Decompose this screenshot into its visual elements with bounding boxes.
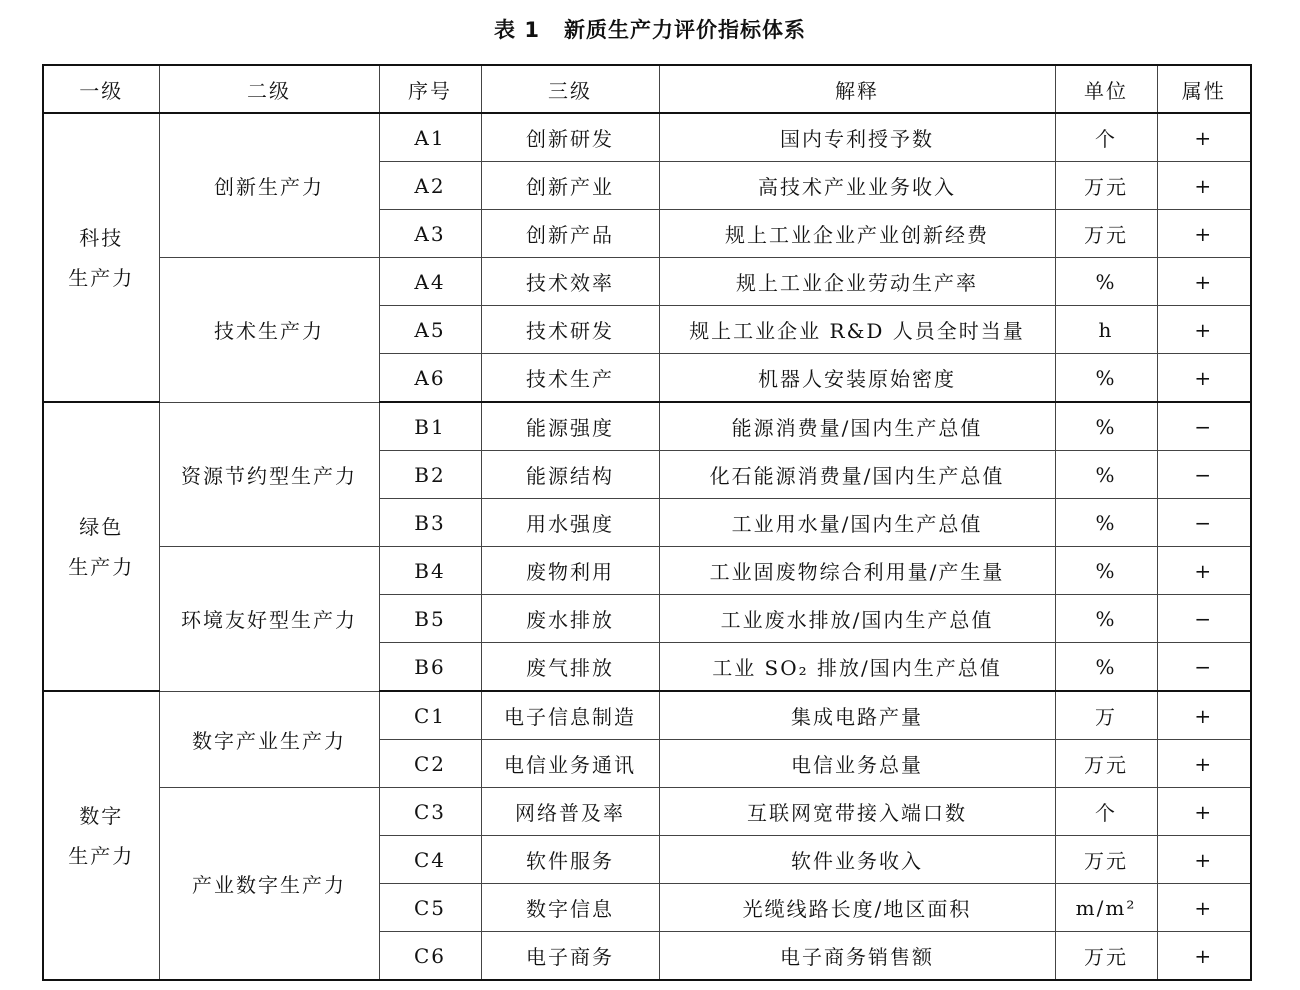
level2-cell: 环境友好型生产力 — [159, 547, 379, 692]
level2-cell: 技术生产力 — [159, 258, 379, 403]
level1-label: 绿色 — [79, 514, 124, 539]
level3-cell: 电子商务 — [481, 932, 659, 981]
unit-cell: % — [1055, 451, 1157, 499]
level1-label: 科技 — [79, 225, 124, 250]
attr-cell: + — [1157, 162, 1251, 210]
table-title: 新质生产力评价指标体系 — [563, 18, 806, 42]
attr-cell: − — [1157, 643, 1251, 692]
level3-cell: 废气排放 — [481, 643, 659, 692]
level1-label: 生产力 — [68, 265, 135, 290]
code-cell: A4 — [379, 258, 481, 306]
code-cell: A1 — [379, 113, 481, 162]
code-cell: C5 — [379, 884, 481, 932]
level3-cell: 软件服务 — [481, 836, 659, 884]
unit-cell: h — [1055, 306, 1157, 354]
unit-cell: 个 — [1055, 113, 1157, 162]
code-cell: B5 — [379, 595, 481, 643]
unit-cell: 万元 — [1055, 210, 1157, 258]
level3-cell: 用水强度 — [481, 499, 659, 547]
level3-cell: 技术生产 — [481, 354, 659, 403]
explain-cell: 互联网宽带接入端口数 — [659, 788, 1055, 836]
level3-cell: 电信业务通讯 — [481, 740, 659, 788]
level3-cell: 数字信息 — [481, 884, 659, 932]
table-row — [43, 547, 1251, 595]
unit-cell: % — [1055, 499, 1157, 547]
header-explain: 解释 — [659, 65, 1055, 113]
attr-cell: + — [1157, 113, 1251, 162]
attr-cell: + — [1157, 258, 1251, 306]
attr-cell: − — [1157, 451, 1251, 499]
explain-cell: 软件业务收入 — [659, 836, 1055, 884]
attr-cell: + — [1157, 354, 1251, 403]
code-cell: B2 — [379, 451, 481, 499]
header-attr: 属性 — [1157, 65, 1251, 113]
unit-cell: 万元 — [1055, 162, 1157, 210]
explain-cell: 高技术产业业务收入 — [659, 162, 1055, 210]
code-cell: B1 — [379, 402, 481, 451]
explain-cell: 化石能源消费量/国内生产总值 — [659, 451, 1055, 499]
attr-cell: − — [1157, 402, 1251, 451]
code-cell: C6 — [379, 932, 481, 981]
unit-cell: 万元 — [1055, 836, 1157, 884]
unit-cell: % — [1055, 354, 1157, 403]
explain-cell: 光缆线路长度/地区面积 — [659, 884, 1055, 932]
attr-cell: − — [1157, 499, 1251, 547]
explain-cell: 工业 SO₂ 排放/国内生产总值 — [659, 643, 1055, 692]
explain-cell: 工业废水排放/国内生产总值 — [659, 595, 1055, 643]
unit-cell: 个 — [1055, 788, 1157, 836]
indicator-table — [42, 64, 1252, 981]
code-cell: B3 — [379, 499, 481, 547]
explain-cell: 规上工业企业劳动生产率 — [659, 258, 1055, 306]
header-level2: 二级 — [159, 65, 379, 113]
level3-cell: 废物利用 — [481, 547, 659, 595]
level3-cell: 废水排放 — [481, 595, 659, 643]
unit-cell: % — [1055, 595, 1157, 643]
explain-cell: 电信业务总量 — [659, 740, 1055, 788]
unit-cell: % — [1055, 643, 1157, 692]
level2-cell: 数字产业生产力 — [159, 691, 379, 788]
table-row — [43, 402, 1251, 451]
attr-cell: + — [1157, 884, 1251, 932]
unit-cell: % — [1055, 402, 1157, 451]
explain-cell: 国内专利授予数 — [659, 113, 1055, 162]
explain-cell: 规上工业企业产业创新经费 — [659, 210, 1055, 258]
table-row — [43, 258, 1251, 306]
explain-cell: 能源消费量/国内生产总值 — [659, 402, 1055, 451]
code-cell: A6 — [379, 354, 481, 403]
header-level3: 三级 — [481, 65, 659, 113]
level1-label: 生产力 — [68, 554, 135, 579]
header-unit: 单位 — [1055, 65, 1157, 113]
table-number: 表 1 — [494, 18, 540, 42]
table-body — [43, 113, 1251, 980]
code-cell: A3 — [379, 210, 481, 258]
code-cell: C2 — [379, 740, 481, 788]
level3-cell: 创新产品 — [481, 210, 659, 258]
attr-cell: + — [1157, 740, 1251, 788]
level3-cell: 创新研发 — [481, 113, 659, 162]
level1-cell — [43, 113, 159, 402]
table-caption — [0, 14, 1300, 44]
level3-cell: 电子信息制造 — [481, 691, 659, 740]
attr-cell: + — [1157, 210, 1251, 258]
table-row — [43, 113, 1251, 162]
attr-cell: + — [1157, 306, 1251, 354]
unit-cell: 万元 — [1055, 740, 1157, 788]
attr-cell: + — [1157, 788, 1251, 836]
unit-cell: % — [1055, 258, 1157, 306]
explain-cell: 机器人安装原始密度 — [659, 354, 1055, 403]
code-cell: B4 — [379, 547, 481, 595]
code-cell: C1 — [379, 691, 481, 740]
attr-cell: − — [1157, 595, 1251, 643]
table-row — [43, 691, 1251, 740]
attr-cell: + — [1157, 691, 1251, 740]
unit-cell: 万元 — [1055, 932, 1157, 981]
explain-cell: 工业固废物综合利用量/产生量 — [659, 547, 1055, 595]
attr-cell: + — [1157, 932, 1251, 981]
unit-cell: 万 — [1055, 691, 1157, 740]
level3-cell: 能源强度 — [481, 402, 659, 451]
level3-cell: 创新产业 — [481, 162, 659, 210]
code-cell: B6 — [379, 643, 481, 692]
level1-label: 生产力 — [68, 843, 135, 868]
explain-cell: 工业用水量/国内生产总值 — [659, 499, 1055, 547]
level1-label: 数字 — [79, 803, 124, 828]
code-cell: C4 — [379, 836, 481, 884]
attr-cell: + — [1157, 547, 1251, 595]
code-cell: A2 — [379, 162, 481, 210]
explain-cell: 规上工业企业 R&D 人员全时当量 — [659, 306, 1055, 354]
level3-cell: 技术研发 — [481, 306, 659, 354]
attr-cell: + — [1157, 836, 1251, 884]
explain-cell: 电子商务销售额 — [659, 932, 1055, 981]
code-cell: C3 — [379, 788, 481, 836]
level3-cell: 技术效率 — [481, 258, 659, 306]
code-cell: A5 — [379, 306, 481, 354]
level1-cell — [43, 691, 159, 980]
header-level1: 一级 — [43, 65, 159, 113]
header-code: 序号 — [379, 65, 481, 113]
level1-cell — [43, 402, 159, 691]
explain-cell: 集成电路产量 — [659, 691, 1055, 740]
unit-cell: m/m² — [1055, 884, 1157, 932]
header-row — [43, 65, 1251, 113]
level3-cell: 能源结构 — [481, 451, 659, 499]
table-row — [43, 788, 1251, 836]
level2-cell: 产业数字生产力 — [159, 788, 379, 981]
level2-cell: 创新生产力 — [159, 113, 379, 258]
level3-cell: 网络普及率 — [481, 788, 659, 836]
unit-cell: % — [1055, 547, 1157, 595]
level2-cell: 资源节约型生产力 — [159, 402, 379, 547]
